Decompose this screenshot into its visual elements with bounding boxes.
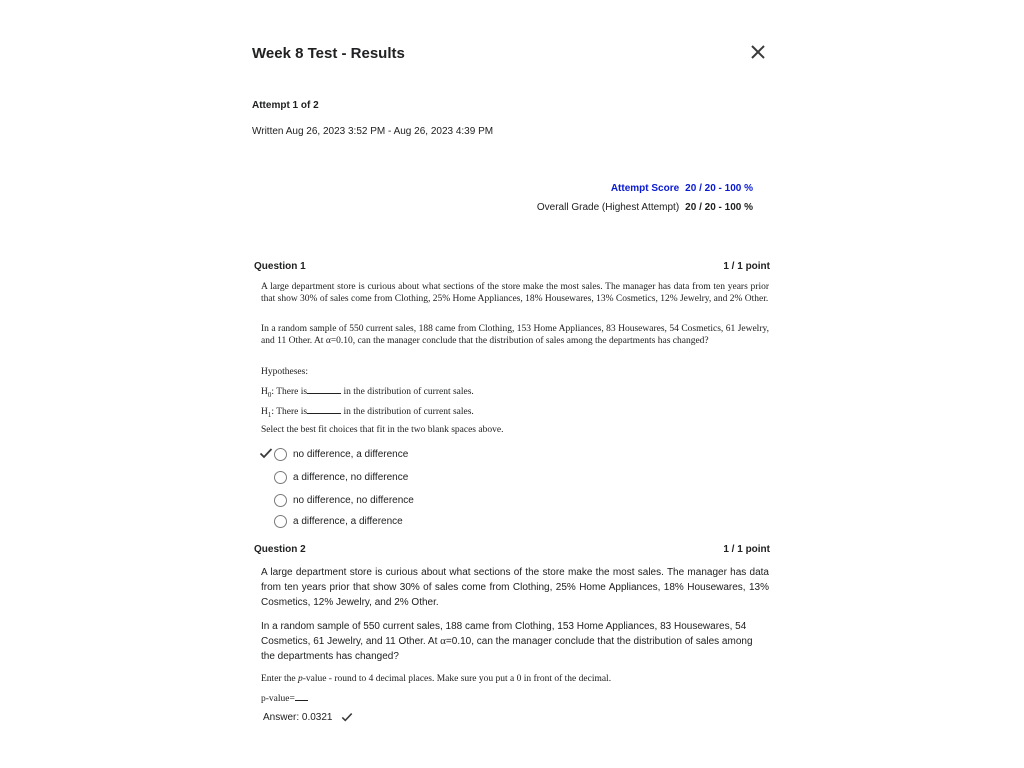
question-2-pvalue: p-value= bbox=[261, 692, 769, 706]
question-2-paragraph-2: In a random sample of 550 current sales, 188 came from Clothing, 153 Home Appliances, 83 Housewares, 54 Cosmetics, 61 Jewelry, and 11 Other. At α=0.10, can the manager conclude that the distribution of sales among the departments has changed? bbox=[261, 621, 753, 662]
answer-value: 0.0321 bbox=[301, 711, 333, 723]
attempt-label: Attempt 1 of 2 bbox=[252, 100, 319, 111]
question-2-points: 1 / 1 point bbox=[723, 544, 770, 555]
correct-check-icon bbox=[259, 446, 273, 460]
radio-button[interactable] bbox=[274, 494, 287, 507]
question-1-label: Question 1 bbox=[254, 261, 306, 272]
radio-button[interactable] bbox=[274, 448, 287, 461]
radio-button[interactable] bbox=[274, 515, 287, 528]
choice-label: a difference, a difference bbox=[293, 515, 403, 527]
question-1-h0: $H_0$: There is in the distribution of current sales. bbox=[261, 387, 474, 399]
question-1-paragraph-1: A large department store is curious about what sections of the store make the most sales. The manager has data from ten years prior that show 30% of sales come from Clothing, 25% Home Appliances, 18% Housewares, 13% Cosmetics, 12% Jewelry, and 2% Other. bbox=[261, 282, 769, 304]
pvalue-blank bbox=[295, 692, 308, 701]
question-1-instruction: Select the best fit choices that fit in the two blank spaces above. bbox=[261, 425, 504, 435]
attempt-score bbox=[611, 183, 753, 194]
close-icon[interactable] bbox=[750, 44, 766, 60]
choice-label: a difference, no difference bbox=[293, 471, 409, 483]
blank-2 bbox=[307, 405, 341, 414]
attempt-score-value: 20 / 20 - 100 % bbox=[685, 183, 753, 194]
question-2-paragraph-1: A large department store is curious about what sections of the store make the most sales. The manager has data from ten years prior that show 30% of sales come from Clothing, 25% Home Appliances, 18% Housewares, 13% Cosmetics, 12% Jewelry, and 2% Other. bbox=[261, 567, 769, 608]
dialog-title: Week 8 Test - Results bbox=[252, 45, 405, 62]
answer-label: Answer: bbox=[263, 711, 300, 723]
written-timestamp: Written Aug 26, 2023 3:52 PM - Aug 26, 2023 4:39 PM bbox=[252, 126, 494, 137]
question-1-h1: $H_1$: There is in the distribution of current sales. bbox=[261, 407, 474, 419]
question-1-hypotheses: Hypotheses: bbox=[261, 367, 308, 377]
question-1-points: 1 / 1 point bbox=[723, 261, 770, 272]
blank-1 bbox=[307, 385, 341, 394]
results-dialog bbox=[252, 0, 772, 768]
choice-label: no difference, a difference bbox=[293, 448, 409, 460]
overall-grade-value: 20 / 20 - 100 % bbox=[685, 202, 753, 213]
question-2-instruction: Enter the p-value - round to 4 decimal places. Make sure you put a 0 in front of the decimal. bbox=[261, 674, 612, 684]
question-2-label: Question 2 bbox=[254, 544, 306, 555]
question-2-header bbox=[254, 544, 770, 555]
correct-check-icon bbox=[341, 711, 353, 723]
question-2-answer bbox=[263, 711, 353, 723]
attempt-score-label: Attempt Score bbox=[610, 183, 680, 194]
question-1-header bbox=[254, 261, 770, 272]
question-1-paragraph-2: In a random sample of 550 current sales, 188 came from Clothing, 153 Home Appliances, 83 Housewares, 54 Cosmetics, 61 Jewelry, and 11 Other. At α=0.10, can the manager conclude that the distribution of sales among the departments has changed? bbox=[261, 324, 769, 346]
choice-label: no difference, no difference bbox=[293, 494, 414, 506]
overall-grade-label: Overall Grade (Highest Attempt) bbox=[536, 202, 680, 213]
overall-grade bbox=[537, 202, 753, 213]
radio-button[interactable] bbox=[274, 471, 287, 484]
